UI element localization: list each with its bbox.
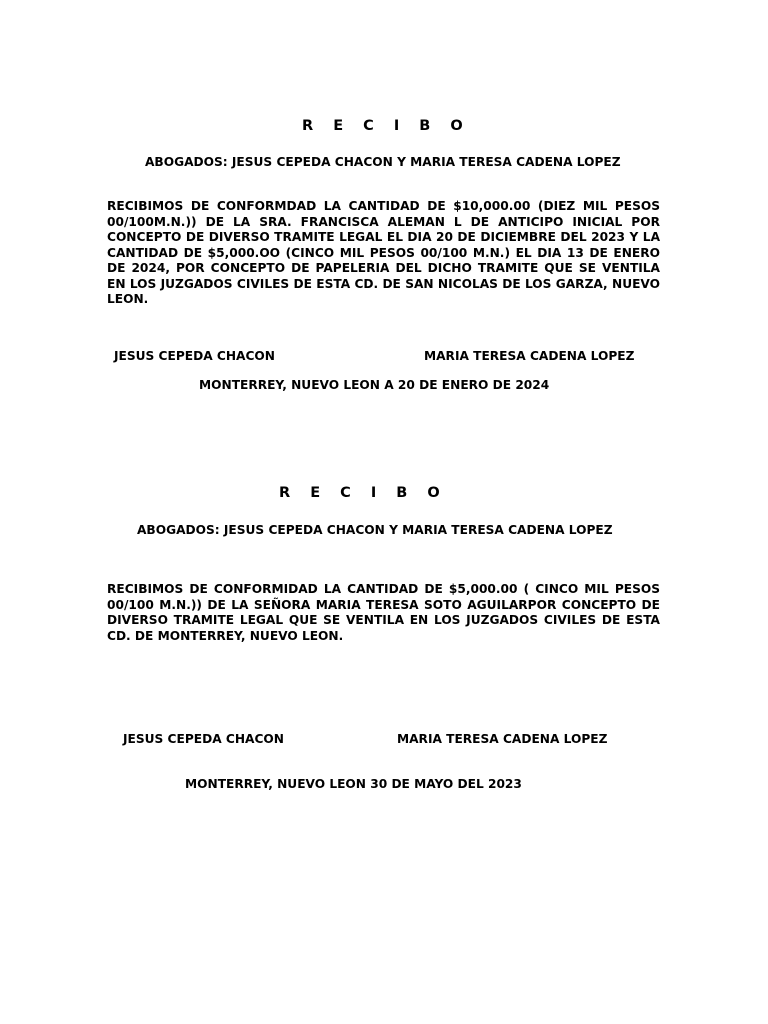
receipt-1-place-date: MONTERREY, NUEVO LEON A 20 DE ENERO DE 2024 [199, 378, 550, 392]
receipt-1-body: RECIBIMOS DE CONFORMDAD LA CANTIDAD DE $10,000.00 (DIEZ MIL PESOS 00/100M.N.)) DE LA SRA. FRANCISCA ALEMAN L DE ANTICIPO INICIAL POR CONCEPTO DE DIVERSO TRAMITE LEGAL EL DIA 20 DE DICIEMBRE DEL 2023 Y LA CANTIDAD DE $5,000.OO (CINCO MIL PESOS 00/100 M.N.) EL DIA 13 DE ENERO DE 2024, POR CONCEPTO DE PAPELERIA DEL DICHO TRAMITE QUE SE VENTILA EN LOS JUZGADOS CIVILES DE ESTA CD. DE SAN NICOLAS DE LOS GARZA, NUEVO LEON. [107, 199, 660, 306]
receipt-2-title: R E C I B O [279, 485, 440, 501]
receipt-1-signer-2: MARIA TERESA CADENA LOPEZ [424, 349, 635, 363]
receipt-2-signer-1: JESUS CEPEDA CHACON [123, 732, 284, 746]
receipt-1-lawyers: ABOGADOS: JESUS CEPEDA CHACON Y MARIA TERESA CADENA LOPEZ [145, 155, 621, 169]
receipt-2-lawyers: ABOGADOS: JESUS CEPEDA CHACON Y MARIA TERESA CADENA LOPEZ [137, 523, 613, 537]
receipt-2-body: RECIBIMOS DE CONFORMIDAD LA CANTIDAD DE $5,000.00 ( CINCO MIL PESOS 00/100 M.N.)) DE LA SEÑORA MARIA TERESA SOTO AGUILARPOR CONCEPTO DE DIVERSO TRAMITE LEGAL QUE SE VENTILA EN LOS JUZGADOS CIVILES DE ESTA CD. DE MONTERREY, NUEVO LEON. [107, 582, 660, 643]
receipt-1-title: R E C I B O [302, 118, 463, 134]
receipt-1-signer-1: JESUS CEPEDA CHACON [114, 349, 275, 363]
receipt-2-place-date: MONTERREY, NUEVO LEON 30 DE MAYO DEL 2023 [185, 777, 522, 791]
receipt-2-signer-2: MARIA TERESA CADENA LOPEZ [397, 732, 608, 746]
